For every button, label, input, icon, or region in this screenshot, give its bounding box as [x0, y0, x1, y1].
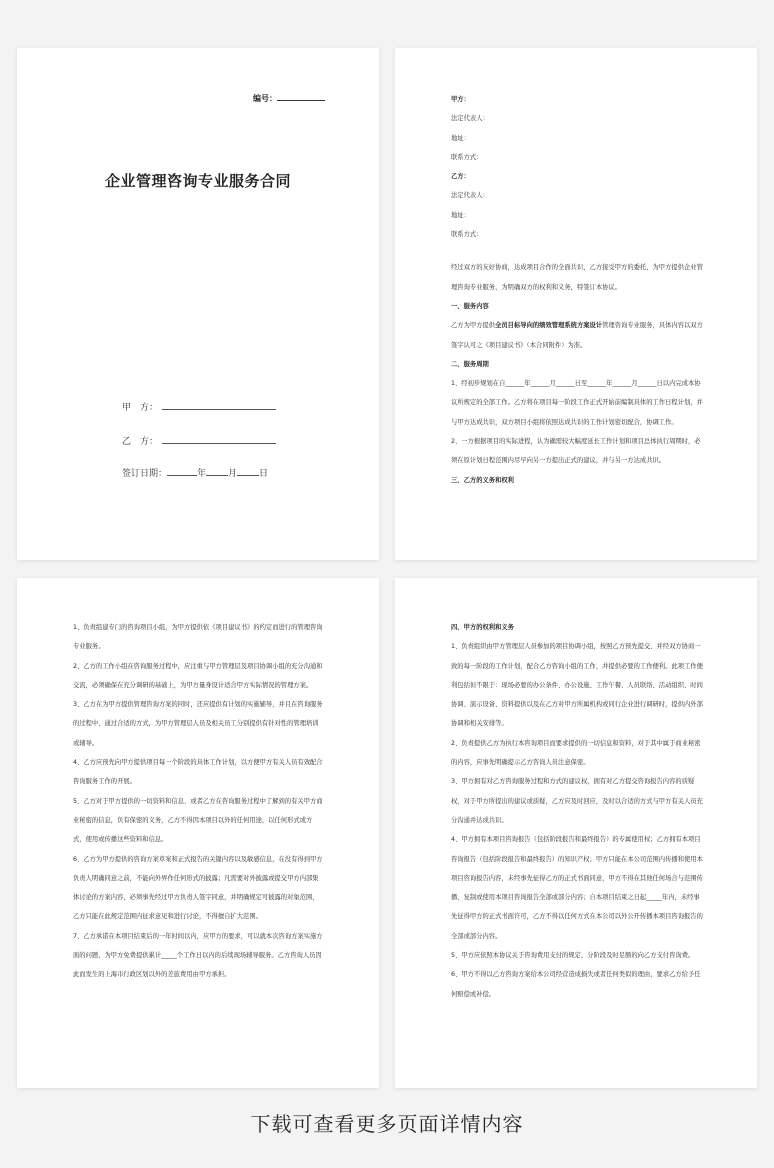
party-b-duty-4: 4、乙方应预先向甲方提供项目每一个阶段的具体工作计划，以方便甲方有关人员有效配合咨询服务工作的开展。	[73, 759, 323, 786]
party-a-legal-rep: 法定代表人：	[451, 115, 489, 123]
intro-paragraph: 经过双方的友好协商，达成项目合作的全面共识，乙方接受甲方的委托，为甲方提供企业管理咨询专业服务，为明确双方的权利和义务，特签订本协议。	[451, 264, 703, 291]
party-b-duty-1: 1、负责组建专门的咨询项目小组，为甲方提供依《项目建议书》的约定而进行的管理咨询专业服务。	[73, 624, 323, 651]
section-1-text-end: 管理咨询专业服务，具体内容以双方签字认可之《项目建议书》（本合同附件）为准。	[451, 322, 703, 349]
year-blank	[167, 466, 197, 476]
party-b-duty-6: 6、乙方为甲方提供的咨询方案草案和正式报告的关键内容以及敏感信息，在没有得到甲方负责人明确同意之前，不能向外界作任何形式的披露；凡需要对外披露或提交甲方内部集体讨论的方案内容，必须事先经过甲方负责人签字同意，并明确规定可披露的对象范围，乙方只能在此规定范围内征求意见和进行讨论，不得擅自扩大范围。	[73, 855, 323, 921]
section-3-heading: 三、乙方的义务和权利	[451, 476, 514, 484]
party-a-right-4: 4、甲方拥有本项目咨询报告（包括阶段报告和最终报告）的专属使用权；乙方拥有本项目咨询报告（包括阶段报告和最终报告）的知识产权；甲方只能在本公司范围内传播和使用本项目咨询报告内容，未经事先征得乙方的正式书面同意，甲方不得在其他任何场合与范围传播、复制或使用本项目咨询报告全部或部分内容；自本项目结束之日起_____年内，未经事先征得甲方的正式书面许可，乙方不得以任何方式在本公司以外公开传播本项目咨询报告的全部或部分内容。	[451, 836, 703, 940]
party-b-contact: 联系方式：	[451, 231, 483, 239]
serial-number-blank	[277, 92, 325, 101]
party-b-signature-row	[122, 434, 276, 447]
party-b-blank	[162, 434, 276, 444]
party-a-right-3: 3、甲方拥有对乙方咨询服务过程和方式的建议权，拥有对乙方提交咨询报告内容的质疑权，对于甲方所提出的建议或质疑，乙方应及时回应，及时以合适的方式与甲方有关人员充分沟通并达成共识。	[451, 778, 703, 824]
sign-date-label: 签订日期：	[122, 469, 168, 479]
party-b-duty-2: 2、乙方的工作小组在咨询服务过程中，应注重与甲方管理层及项目协调小组的充分沟通和交流，必须确保在充分调研的基础上，为甲方量身设计适合甲方实际情况的管理方案。	[73, 662, 323, 689]
month-blank	[206, 466, 228, 476]
party-b-address: 地址：	[451, 211, 470, 219]
section-2-heading: 二、服务周期	[451, 360, 489, 368]
party-a-address: 地址：	[451, 134, 470, 142]
serial-number-field	[253, 92, 325, 104]
serial-number-label: 编号：	[253, 94, 277, 103]
party-b-label: 乙 方：	[122, 437, 159, 447]
party-a-contact: 联系方式：	[451, 153, 483, 161]
section-1-paragraph	[451, 316, 705, 355]
party-a-blank	[162, 400, 276, 410]
section-1-text-start: 乙方为甲方提供	[451, 322, 496, 330]
day-label: 日	[259, 469, 269, 479]
party-a-right-5: 5、甲方应依照本协议关于咨询费用支付的规定，分阶段及时足额的向乙方支付咨询费。	[451, 952, 695, 960]
party-a-signature-row	[122, 400, 276, 413]
party-a-label: 甲 方：	[122, 403, 159, 413]
page-3-body	[73, 618, 323, 985]
day-blank	[237, 466, 259, 476]
party-a-right-6: 6、甲方不得以乙方咨询方案给本公司经营造成损失或者任何类似的理由，要求乙方给予任何赔偿或补偿。	[451, 971, 701, 998]
section-2-paragraph-1: 1、经初步规划在自______年______月______日至______年______月______日以内完成本协议所规定的全部工作。乙方将在项目每一阶段工作正式开始前编制具体的工作日程计划，并与甲方达成共识，双方项目小组将依照达成共识的工作计划密切配合，协调工作。	[451, 380, 703, 426]
page-4-body	[451, 618, 705, 1004]
sign-date-row	[122, 466, 268, 479]
party-b-heading: 乙方：	[451, 173, 470, 181]
party-b-duty-7: 7、乙方承诺在本项目结束后的一年时间以内，应甲方的要求，可以就本次咨询方案实施方面的问题，为甲方免费提供累计_____个工作日以内的后续现场辅导服务。乙方咨询人员因此而发生的上海市行政区划以外的差旅费用由甲方承担。	[73, 932, 323, 979]
party-a-right-1: 1、负责组织由甲方管理层人员参加的项目协调小组，按照乙方预先提交、并经双方协商一致的每一阶段的工作计划，配合乙方咨询小组的工作，并提供必要的工作便利。此项工作便利包括但不限于：现场必要的办公条件、办公设施、工作午餐、人员联络、活动组织、时间协调、演示设备、资料提供以及在乙方对甲方所属机构或同行企业进行调研时，提供内外部协调和相关安排等。	[451, 643, 703, 728]
party-b-duty-3: 3、乙方在为甲方提供管理咨询方案的同时，还应提供有计划的实施辅导，并且在咨询服务的过程中，通过合适的方式，为甲方管理层人员及相关员工分别提供有针对性的管理培训或辅导。	[73, 701, 323, 747]
download-more-caption: 下载可查看更多页面详情内容	[250, 1112, 524, 1136]
contract-title: 企业管理咨询专业服务合同	[104, 172, 291, 190]
party-a-right-2: 2、负责提供乙方为执行本咨询项目而要求提供的一切信息和资料，对于其中属于商业秘密的内容，应事先明确提示乙方咨询人员注意保密。	[451, 739, 701, 767]
year-label: 年	[197, 469, 207, 479]
section-1-service-name: 全员目标导向的绩效管理系统方案设计	[495, 322, 603, 330]
contract-page-2	[395, 48, 757, 560]
contract-page-3	[17, 578, 379, 1088]
page-2-body	[451, 90, 705, 490]
contract-cover-page	[17, 48, 379, 560]
party-b-duty-5: 5、乙方对于甲方提供的一切资料和信息、或者乙方在咨询服务过程中了解到的有关甲方商业秘密的信息，负有保密的义务，乙方不得因本项目以外的任何用途，以任何形式或方式，使用或传播这些资料和信息。	[73, 797, 323, 844]
section-1-heading: 一、服务内容	[451, 302, 489, 310]
party-a-heading: 甲方：	[451, 96, 470, 103]
section-2-paragraph-2: 2、一方根据项目的实际进程，认为确需较大幅度延长工作计划和项目总体执行周期时，必须在原计划日程范围内尽早向另一方提出正式的建议，并与另一方达成共识。	[451, 438, 701, 465]
party-b-legal-rep: 法定代表人：	[451, 192, 489, 200]
section-4-heading: 四、甲方的权利和义务	[451, 624, 514, 631]
month-label: 月	[228, 469, 238, 479]
contract-page-4	[395, 578, 757, 1088]
